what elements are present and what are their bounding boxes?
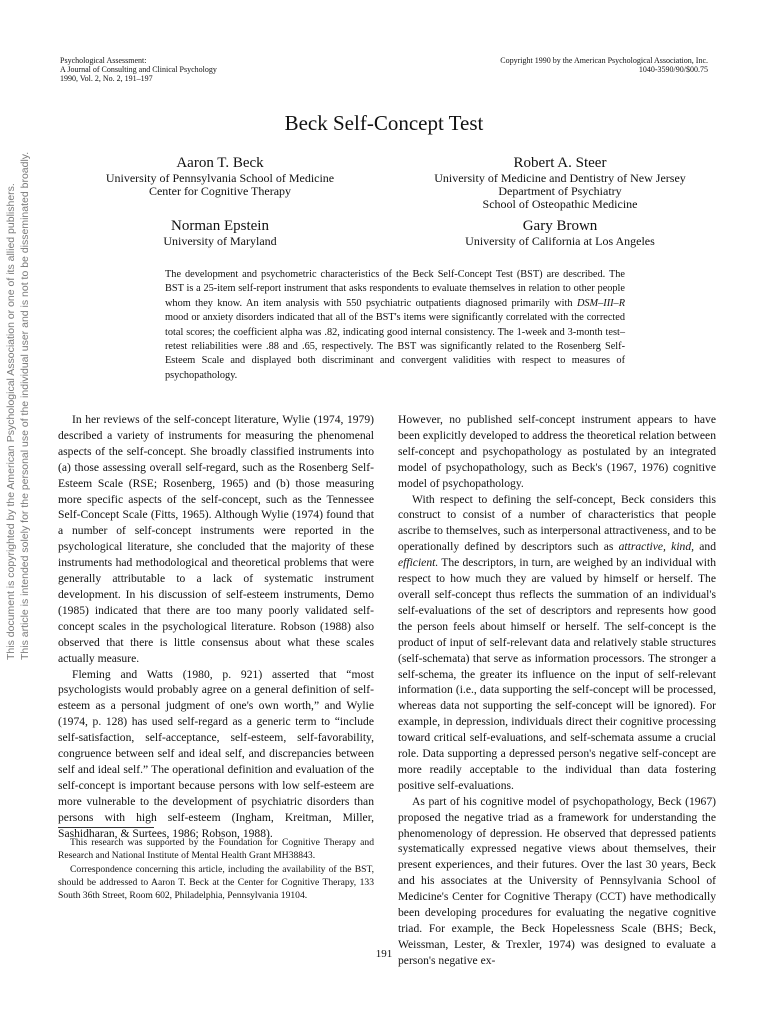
abstract xyxy=(165,268,625,383)
article-title: Beck Self-Concept Test xyxy=(284,111,484,135)
correspondence-footnote: Correspondence concerning this article, including the availability of the BST, should be addressed to Aaron T. Beck at the Center for Cognitive Therapy, 133 South 36th Street, Room 602, Philadelphia, Pennsylvania 19104. xyxy=(58,864,374,901)
author-affiliation: Department of Psychiatry xyxy=(498,184,622,198)
body-column-left xyxy=(58,412,374,841)
abstract-italic-term: DSM–III–R xyxy=(576,297,625,309)
italic-term: attractive, kind, xyxy=(618,540,695,554)
italic-term: efficient. xyxy=(398,556,439,570)
author-name: Norman Epstein xyxy=(171,218,269,234)
author-block-brown xyxy=(395,218,725,248)
footnote-divider xyxy=(58,827,154,828)
body-paragraph xyxy=(398,492,716,794)
copyright-notice xyxy=(408,56,708,74)
author-name: Aaron T. Beck xyxy=(176,155,264,171)
paragraph-text: The descriptors, in turn, are weighed by an individual with respect to how much they are valued by himself or herself. The overall self-concept thus reflects the summation of an individual's self-evaluations of the set of descriptors and represents how good the person feels about himself or herself. The self-concept is the product of input of self-relevant data and relatively stable structures (self-schemata) that serve as information processors. The stronger a self-schema, the greater its influence on the input of self-relevant information (i.e., data supporting the self-concept will be processed, whereas data not supporting the self-concept will be ignored). For example, in depression, individuals direct their cognitive processing toward critical self-evaluations, and self-schemata assume a crucial role. Data supporting a depressed person's negative self-concept are more readily acceptable to the individual than data fostering positive self-evaluations. xyxy=(398,556,716,792)
page-number: 191 xyxy=(375,948,393,960)
body-paragraph: However, no published self-concept instrument appears to have been explicitly developed to address the theoretical relation between self-concept and psychopathology as postulated by an integrated model of psychopathology, such as Beck's (1967, 1976) cognitive model of psychopathology. xyxy=(398,413,716,490)
usage-side-notice: This article is intended solely for the personal use of the individual user and is not to be disseminated broadly. xyxy=(19,151,31,660)
copyright-line: Copyright 1990 by the American Psychological Association, Inc. xyxy=(500,56,708,65)
author-name: Gary Brown xyxy=(522,218,598,234)
author-block-epstein xyxy=(70,218,370,248)
body-column-right xyxy=(398,412,716,969)
paragraph-text: With respect to defining the self-concept, Beck considers this construct to consist of a number of characteristics that people ascribe to themselves, such as interpersonal attractiveness, and to be operationally defined by descriptors such as xyxy=(398,492,716,554)
author-affiliation: University of California at Los Angeles xyxy=(465,234,655,248)
author-affiliation: Center for Cognitive Therapy xyxy=(148,184,292,198)
journal-citation xyxy=(60,56,300,83)
body-paragraph: Fleming and Watts (1980, p. 921) asserted that “most psychologists would probably agree on a general definition of self-esteem as a personal judgment of one's own worth,” and Wylie (1974, p. 128) has used self-regard as a generic term to “include self-satisfaction, self-acceptance, self-esteem, self-favorability, congruence between self and ideal self, and discrepancies between self and ideal self.” The operational definition and evaluation of the self-concept is important because persons with low self-esteem are more vulnerable to the development of psychiatric disorders than persons with high self-esteem (Ingham, Kreitman, Miller, Sashidharan, & Surtees, 1986; Robson, 1988). xyxy=(58,667,374,840)
issn-line: 1040-3590/90/$00.75 xyxy=(638,65,708,74)
copyright-side-notice: This document is copyrighted by the American Psychological Association or one of its allied publishers. xyxy=(5,183,17,660)
funding-footnote: This research was supported by the Foundation for Cognitive Therapy and Research and National Institute of Mental Health Grant MH38843. xyxy=(58,837,374,861)
author-name: Robert A. Steer xyxy=(513,155,607,171)
journal-name: Psychological Assessment: xyxy=(60,56,147,65)
author-affiliation: University of Maryland xyxy=(163,234,277,248)
author-affiliation: University of Medicine and Dentistry of New Jersey xyxy=(434,171,686,185)
body-paragraph: As part of his cognitive model of psychopathology, Beck (1967) proposed the negative triad as a framework for understanding the phenomenology of depression. He observed that depressed patients systematically expressed negative views about themselves, their present experiences, and their futures. Over the last 30 years, Beck and his associates at the University of Pennsylvania School of Medicine's Center for Cognitive Therapy (CCT) have methodically been developing procedures for evaluating the negative cognitive triad. For example, the Beck Hopelessness Scale (BHS; Beck, Weissman, Lester, & Trexler, 1974) was designed to evaluate a person's negative ex- xyxy=(398,794,716,967)
author-block-steer xyxy=(395,155,725,211)
footnotes xyxy=(58,836,374,903)
abstract-text: mood or anxiety disorders indicated that all of the BST's items were significantly correlated with the corrected total scores; the coefficient alpha was .82, indicating good internal consistency. The 1-week and 3-month test–retest reliabilities were .88 and .65, respectively. The BST was significantly related to the Rosenberg Self-Esteem Scale and displayed both discriminant and convergent validities with respect to measures of psychopathology. xyxy=(165,312,625,381)
abstract-text: The development and psychometric characteristics of the Beck Self-Concept Test (BST) are described. The BST is a 25-item self-report instrument that asks respondents to evaluate themselves in relation to other people whom they know. An item analysis with 550 psychiatric outpatients diagnosed primarily with xyxy=(165,269,625,309)
body-paragraph: In her reviews of the self-concept literature, Wylie (1974, 1979) described a variety of instruments for measuring the phenomenal aspects of the self-concept. She broadly classified instruments into (a) those assessing overall self-regard, such as the Rosenberg Self-Esteem Scale (RSE; Rosenberg, 1965) and (b) those measuring more specific aspects of the self-concept, such as the Tennessee Self-Concept Scale (Fitts, 1965). Although Wylie (1974) found that a number of self-concept instruments were reported in the psychological literature, she concluded that the majority of these instruments had methodological and theoretical problems that were generally attributable to a lack of systematic instrument development. In his discussion of self-esteem instruments, Demo (1985) indicated that there are too many poorly validated self-concept scales in the psychological literature. Robson (1988) also observed that there is little consensus about what these scales actually measure. xyxy=(58,413,374,665)
paragraph-text: and xyxy=(694,540,716,554)
author-affiliation: School of Osteopathic Medicine xyxy=(482,197,638,211)
journal-subtitle: A Journal of Consulting and Clinical Psychology xyxy=(60,65,217,74)
journal-volume: 1990, Vol. 2, No. 2, 191–197 xyxy=(60,74,153,83)
author-affiliation: University of Pennsylvania School of Medicine xyxy=(105,171,335,185)
author-block-beck xyxy=(70,155,370,198)
